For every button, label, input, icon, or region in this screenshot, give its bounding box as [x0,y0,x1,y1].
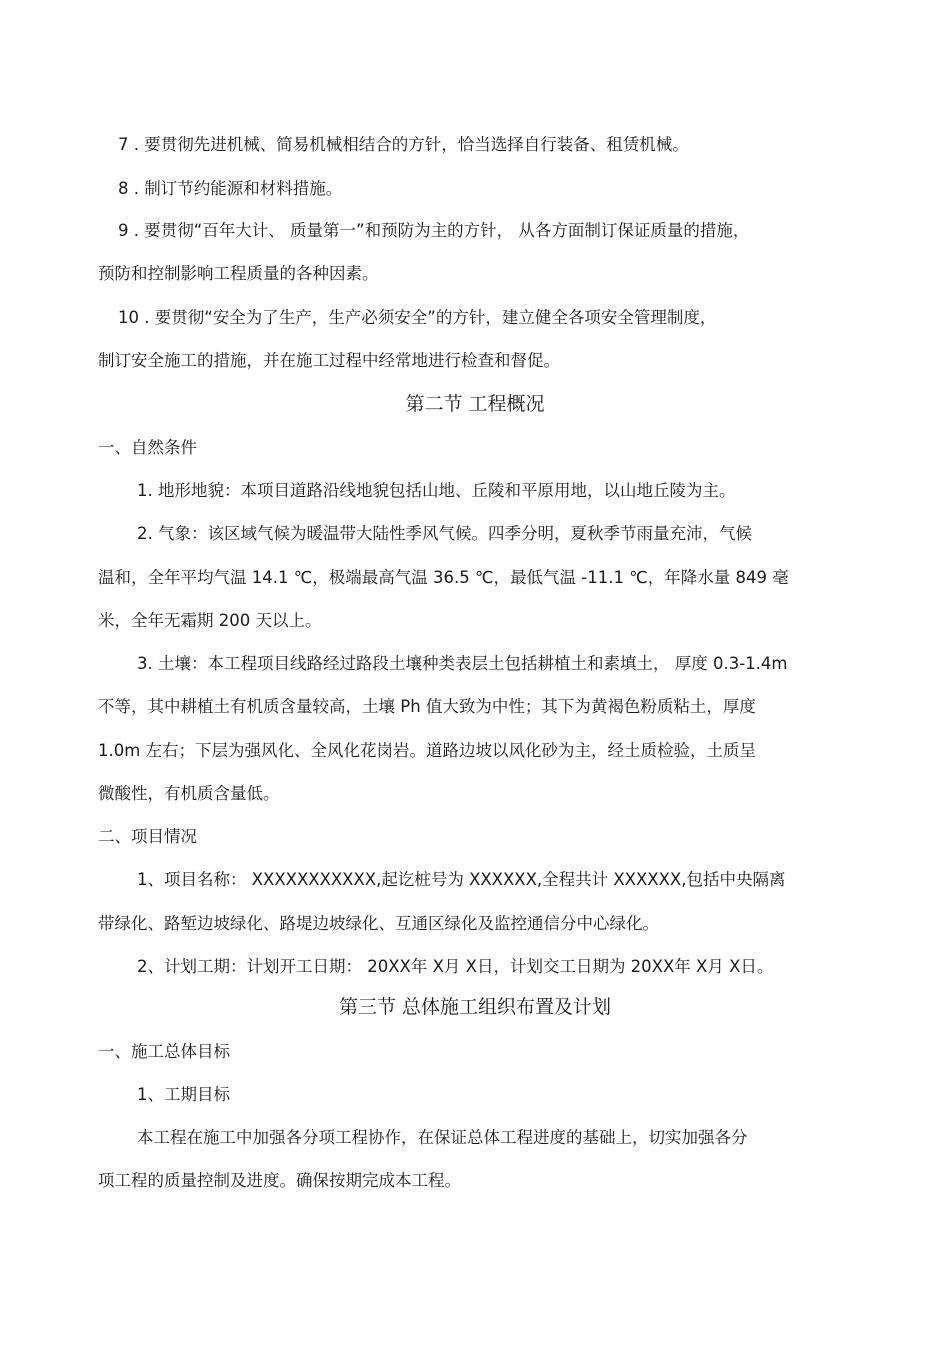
item-8: 8 . 制订节约能源和材料措施。 [118,179,343,198]
soil-paragraph-cont-2: 1.0m 左右；下层为强风化、全风化花岗岩。道路边坡以风化砂为主，经土质检验，土质呈 [98,741,757,760]
goal-paragraph-cont: 项工程的质量控制及进度。确保按期完成本工程。 [98,1171,461,1190]
subheading-project-info: 二、项目情况 [98,827,197,846]
item-7: 7 . 要贯彻先进机械、简易机械相结合的方针，恰当选择自行装备、租赁机械。 [118,135,689,154]
soil-paragraph-cont-3: 微酸性，有机质含量低。 [98,784,280,803]
soil-paragraph: 3. 土壤：本工程项目线路经过路段土壤种类表层土包括耕植土和素填土， 厚度 0.3-1.4m [137,654,788,673]
climate-paragraph-cont-2: 米，全年无霜期 200 天以上。 [98,611,322,630]
item-10: 10 . 要贯彻“安全为了生产，生产必须安全”的方针，建立健全各项安全管理制度， [118,308,717,327]
project-name-paragraph: 1、项目名称： XXXXXXXXXXX,起讫桩号为 XXXXXX,全程共计 XXXXXX,包括中央隔离 [137,870,786,889]
goal-paragraph: 本工程在施工中加强各分项工程协作，在保证总体工程进度的基础上，切实加强各分 [137,1128,748,1147]
item-9: 9 . 要贯彻“百年大计、 质量第一”和预防为主的方针， 从各方面制订保证质量的措施， [118,221,750,240]
subheading-schedule-goal: 1、工期目标 [137,1085,230,1104]
schedule-paragraph: 2、计划工期：计划开工日期： 20XX年 X月 X日，计划交工日期为 20XX年 X月 X日。 [137,957,774,976]
climate-paragraph: 2. 气象：该区域气候为暖温带大陆性季风气候。四季分明，夏秋季节雨量充沛，气候 [137,524,752,543]
project-name-paragraph-cont: 带绿化、路堑边坡绿化、路堤边坡绿化、互通区绿化及监控通信分中心绿化。 [98,914,659,933]
item-9-cont: 预防和控制影响工程质量的各种因素。 [98,264,379,283]
soil-paragraph-cont-1: 不等，其中耕植土有机质含量较高，土壤 Ph 值大致为中性；其下为黄褐色粉质粘土，厚度 [98,697,756,716]
section-3-heading: 第三节 总体施工组织布置及计划 [338,996,612,1018]
section-2-heading: 第二节 工程概况 [405,393,545,415]
subheading-overall-goals: 一、施工总体目标 [98,1042,230,1061]
item-10-cont: 制订安全施工的措施，并在施工过程中经常地进行检查和督促。 [98,351,560,370]
subheading-natural-conditions: 一、自然条件 [98,438,197,457]
terrain-paragraph: 1. 地形地貌：本项目道路沿线地貌包括山地、丘陵和平原用地，以山地丘陵为主。 [137,481,736,500]
climate-paragraph-cont-1: 温和，全年平均气温 14.1 ℃，极端最高气温 36.5 ℃，最低气温 -11.1 ℃，年降水量 849 毫 [98,568,789,587]
